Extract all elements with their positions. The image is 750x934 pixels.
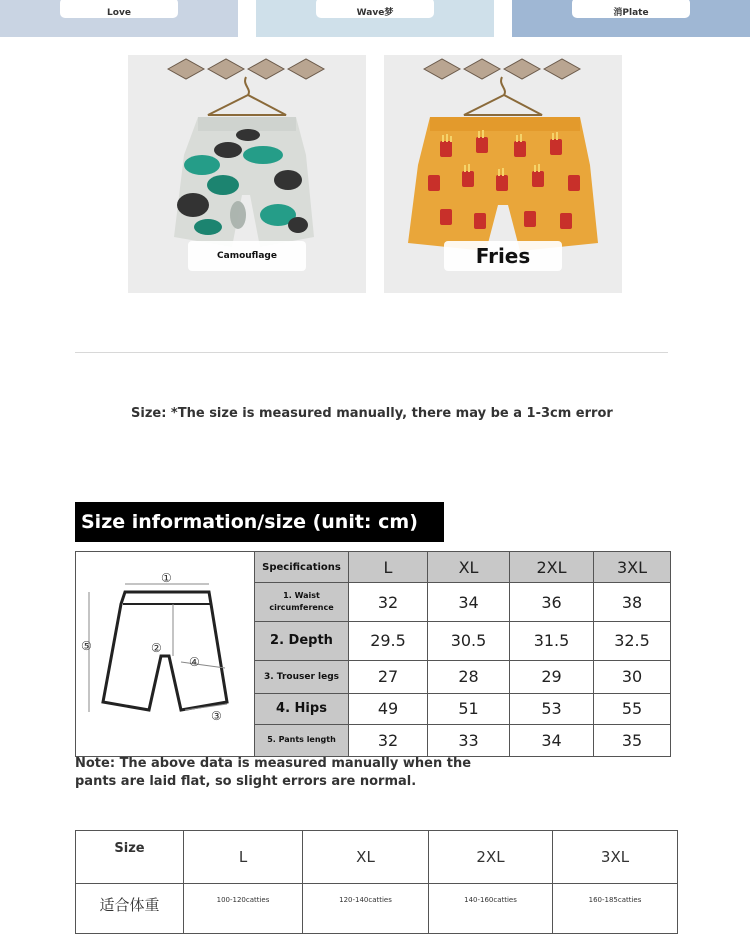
table-cell: 31.5 bbox=[510, 622, 594, 661]
size-info-heading: Size information/size (unit: cm) bbox=[75, 502, 444, 542]
product-photo-camouflage[interactable] bbox=[128, 55, 366, 293]
table-cell: 32.5 bbox=[594, 622, 671, 661]
table-cell: 34 bbox=[510, 724, 594, 757]
table-cell: 120-140catties bbox=[303, 884, 429, 934]
table-cell: 28 bbox=[428, 660, 510, 693]
table-cell: 49 bbox=[349, 694, 428, 724]
row-label-pants-length: 5. Pants length bbox=[255, 724, 349, 757]
row-label-depth: 2. Depth bbox=[255, 622, 349, 661]
product-tile-love[interactable] bbox=[0, 0, 238, 37]
measurement-note: Note: The above data is measured manually when the pants are laid flat, so slight errors are normal. bbox=[75, 756, 472, 789]
table-cell: 29.5 bbox=[349, 622, 428, 661]
table-cell: 32 bbox=[349, 583, 428, 622]
weight-row-label: 适合体重 bbox=[76, 884, 184, 934]
section-divider bbox=[75, 352, 668, 353]
weight-col-l: L bbox=[184, 831, 303, 884]
weight-col-xl: XL bbox=[303, 831, 429, 884]
table-cell: 53 bbox=[510, 694, 594, 724]
product-photo-fries[interactable] bbox=[384, 55, 622, 293]
size-col-xl: XL bbox=[428, 552, 510, 583]
weight-size-table bbox=[75, 830, 678, 934]
table-cell: 27 bbox=[349, 660, 428, 693]
product-label: Wave梦 bbox=[316, 0, 434, 18]
table-cell: 33 bbox=[428, 724, 510, 757]
product-tile-plate[interactable] bbox=[512, 0, 750, 37]
product-label-camouflage: Camouflage bbox=[188, 241, 306, 271]
table-cell: 38 bbox=[594, 583, 671, 622]
marker-2: ② bbox=[151, 641, 162, 655]
table-cell: 140-160catties bbox=[429, 884, 553, 934]
size-spec-table bbox=[75, 551, 671, 757]
table-cell: 30 bbox=[594, 660, 671, 693]
product-tile-wave[interactable] bbox=[256, 0, 494, 37]
weight-col-2xl: 2XL bbox=[429, 831, 553, 884]
size-col-l: L bbox=[349, 552, 428, 583]
row-label-waist: 1. Waist circumference bbox=[255, 583, 349, 622]
table-cell: 30.5 bbox=[428, 622, 510, 661]
marker-5: ⑤ bbox=[81, 639, 92, 653]
weight-col-3xl: 3XL bbox=[553, 831, 678, 884]
marker-3: ③ bbox=[211, 709, 222, 723]
table-cell: 55 bbox=[594, 694, 671, 724]
size-col-3xl: 3XL bbox=[594, 552, 671, 583]
size-disclaimer: Size: *The size is measured manually, there may be a 1-3cm error bbox=[131, 406, 613, 421]
weight-header-size: Size bbox=[76, 831, 184, 884]
product-label-fries: Fries bbox=[444, 241, 562, 271]
table-cell: 160-185catties bbox=[553, 884, 678, 934]
marker-1: ① bbox=[161, 571, 172, 585]
product-label: 消Plate bbox=[572, 0, 690, 18]
product-label: Love bbox=[60, 0, 178, 18]
row-label-trouser-legs: 3. Trouser legs bbox=[255, 660, 349, 693]
shorts-measurement-diagram bbox=[77, 552, 253, 752]
table-cell: 34 bbox=[428, 583, 510, 622]
marker-4: ④ bbox=[189, 655, 200, 669]
table-cell: 35 bbox=[594, 724, 671, 757]
table-cell: 100-120catties bbox=[184, 884, 303, 934]
table-cell: 51 bbox=[428, 694, 510, 724]
table-cell: 29 bbox=[510, 660, 594, 693]
row-label-hips: 4. Hips bbox=[255, 694, 349, 724]
size-col-2xl: 2XL bbox=[510, 552, 594, 583]
shorts-diagram-cell bbox=[76, 552, 255, 757]
table-cell: 32 bbox=[349, 724, 428, 757]
spec-header-cell: Specifications bbox=[255, 552, 349, 583]
table-cell: 36 bbox=[510, 583, 594, 622]
